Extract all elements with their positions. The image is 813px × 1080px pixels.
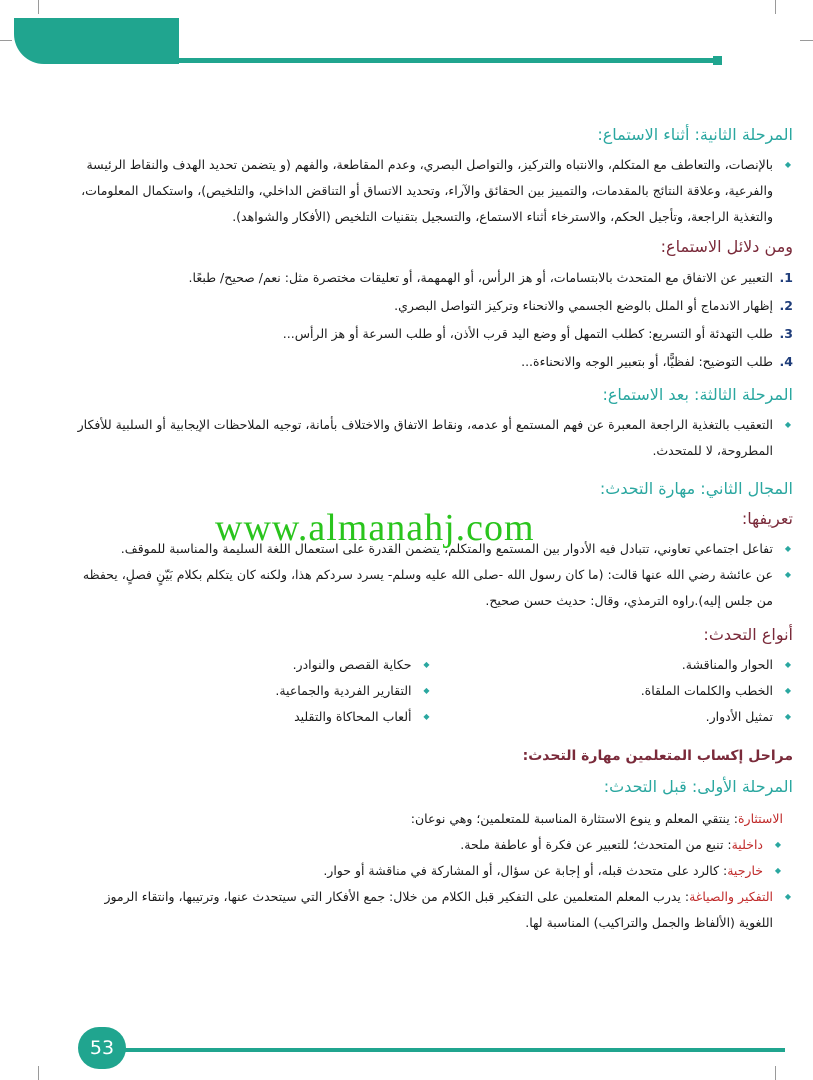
header-dot bbox=[713, 56, 722, 65]
definition-item: ◆ تفاعل اجتماعي تعاوني، تتبادل فيه الأدوار بين المستمع والمتكلم، يتضمن القدرة على استعمال اللغة السليمة والمناسبة للموقف. bbox=[70, 536, 793, 562]
types-left-column bbox=[70, 652, 432, 730]
crop-mark bbox=[775, 1066, 776, 1080]
list-item: ◆ حكاية القصص والنوادر. bbox=[70, 652, 432, 678]
stimulus-label: الاستثارة bbox=[737, 811, 783, 826]
stages-heading: مراحل إكساب المتعلمين مهارة التحدث: bbox=[522, 748, 793, 764]
definition-heading: تعريفها: bbox=[741, 509, 793, 528]
list-item: 3. طلب التهدئة أو التسريع: كطلب التمهل أو وضع اليد قرب الأذن، أو طلب السرعة أو هز الرأس... bbox=[282, 326, 793, 341]
list-item: ◆ تمثيل الأدوار. bbox=[432, 704, 794, 730]
stage2-paragraph: ◆ بالإنصات، والتعاطف مع المتكلم، والانتباه والتركيز، والتواصل البصري، وعدم المقاطعة، والفهم (و يتضمن تحديد الهدف والنقاط الرئيسة والفرعية، وعلاقة النتائج بالمقدمات، والتمييز بين الحقائق والآراء، وتحديد الاتساق أو التناقض الداخلي، والتلخيص)، واستكمال المعلومات، والتغذية الراجعة، وتأجيل الحكم، والاسترخاء أثناء الاستماع، والتسجيل بتقنيات التلخيص (الأفكار والشواهد). bbox=[70, 152, 793, 230]
crop-mark bbox=[800, 40, 813, 41]
types-right-column bbox=[432, 652, 794, 730]
types-heading: أنواع التحدث: bbox=[703, 625, 793, 644]
header-line bbox=[170, 58, 715, 63]
header-decoration bbox=[14, 18, 179, 64]
list-item: 4. طلب التوضيح: لفظيًّا، أو بتعبير الوجه والانحناءة... bbox=[521, 354, 793, 369]
external-item: ◆ خارجية: كالرد على متحدث قبله، أو إجابة عن سؤال، أو المشاركة في مناقشة أو حوار. bbox=[70, 858, 783, 884]
watermark: www.almanahj.com bbox=[215, 507, 535, 549]
stage3-heading: المرحلة الثالثة: بعد الاستماع: bbox=[602, 385, 793, 404]
stage1-heading: المرحلة الأولى: قبل التحدث: bbox=[603, 777, 793, 796]
stage3-paragraph: ◆ التعقيب بالتغذية الراجعة المعبرة عن فهم المستمع أو عدمه، ونقاط الاتفاق والاختلاف بأمانة، توجيه الملاحظات الإيجابية أو السلبية للأفكار المطروحة، لا للمتحدث. bbox=[70, 412, 793, 464]
list-item: ◆ التقارير الفردية والجماعية. bbox=[70, 678, 432, 704]
list-item: ◆ الخطب والكلمات الملقاة. bbox=[432, 678, 794, 704]
domain2-heading: المجال الثاني: مهارة التحدث: bbox=[599, 479, 793, 498]
types-columns bbox=[70, 652, 793, 730]
crop-mark bbox=[775, 0, 776, 14]
crop-mark bbox=[0, 40, 12, 41]
thinking-item: ◆ التفكير والصياغة: يدرب المعلم المتعلمين على التفكير قبل الكلام من خلال: جمع الأفكار التي سيتحدث عنها، وترتيبها، وانتقاء الرموز اللغوية (الألفاظ والجمل والتراكيب) المناسبة لها. bbox=[70, 884, 793, 936]
definition-item: ◆ عن عائشة رضي الله عنها قالت: (ما كان رسول الله -صلى الله عليه وسلم- يسرد سردكم هذا، ولكنه كان يتكلم بكلام بَيّنٍ فصلٍ، يحفظه من جلس إليه).راوه الترمذي، وقال: حديث حسن صحيح. bbox=[70, 562, 793, 614]
list-item: ◆ الحوار والمناقشة. bbox=[432, 652, 794, 678]
footer-line bbox=[120, 1048, 785, 1052]
stimulus-paragraph: الاستثارة: ينتقي المعلم و ينوع الاستثارة المناسبة للمتعلمين؛ وهي نوعان: bbox=[410, 811, 783, 826]
list-item: ◆ ألعاب المحاكاة والتقليد bbox=[70, 704, 432, 730]
stage2-heading: المرحلة الثانية: أثناء الاستماع: bbox=[597, 125, 793, 144]
page-number: 53 bbox=[78, 1027, 126, 1069]
list-item: 1. التعبير عن الاتفاق مع المتحدث بالابتسامات، أو هز الرأس، أو الهمهمة، أو تعليقات مختصرة مثل: نعم/ صحيح/ طبعًا. bbox=[188, 270, 793, 285]
list-item: 2. إظهار الاندماج أو الملل بالوضع الجسمي والانحناء وتركيز التواصل البصري. bbox=[394, 298, 793, 313]
evidence-heading: ومن دلائل الاستماع: bbox=[660, 237, 793, 256]
crop-mark bbox=[38, 0, 39, 14]
internal-item: ◆ داخلية: تنبع من المتحدث؛ للتعبير عن فكرة أو عاطفة ملحة. bbox=[70, 832, 783, 858]
crop-mark bbox=[38, 1066, 39, 1080]
evidence-list bbox=[70, 264, 793, 376]
